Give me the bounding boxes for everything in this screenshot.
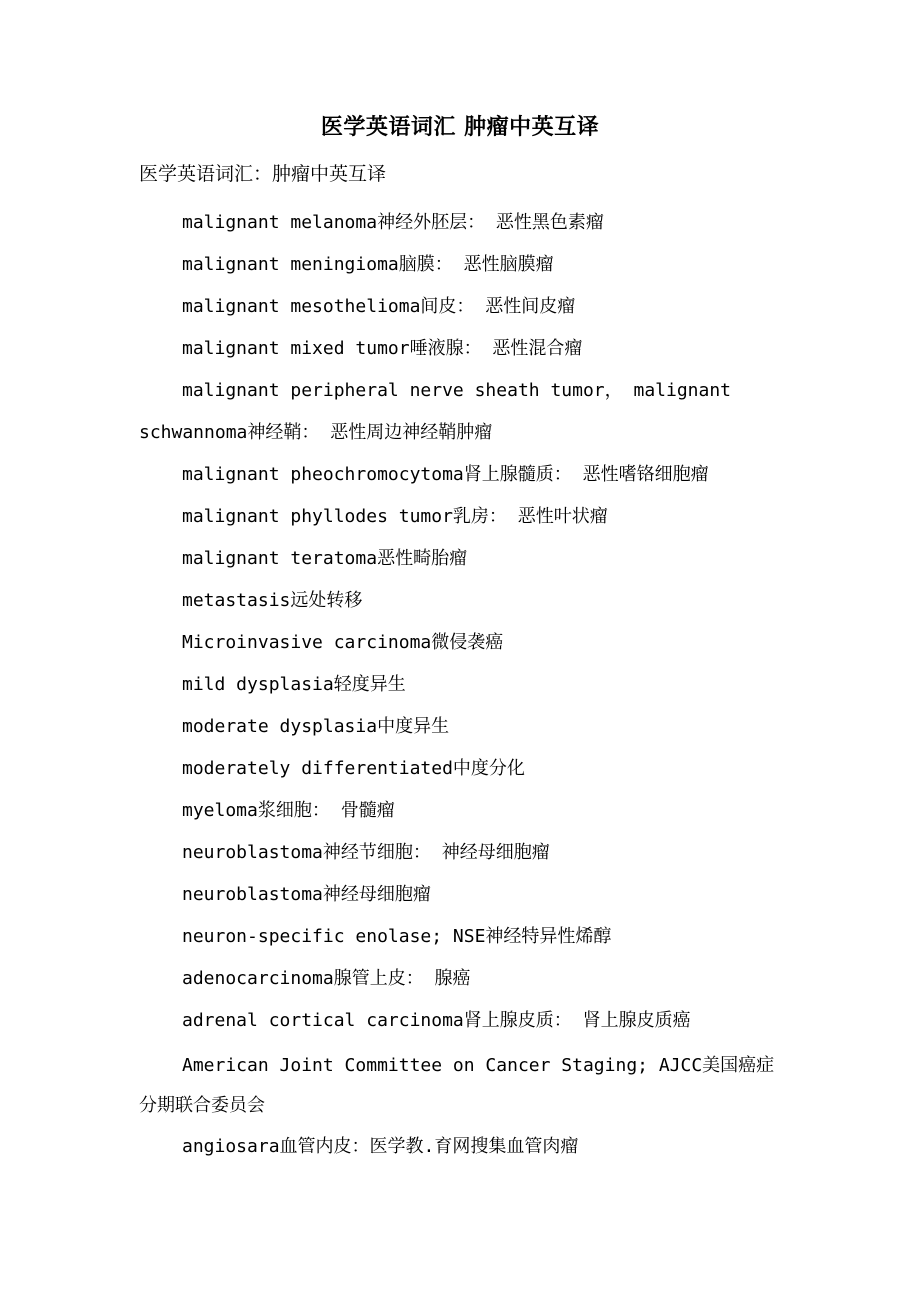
- glossary-entry-neuroblastoma: neuroblastoma神经母细胞瘤: [182, 884, 431, 905]
- glossary-entry-teratoma: malignant teratoma恶性畸胎瘤: [182, 548, 468, 569]
- glossary-entry-pheochromocytoma: malignant pheochromocytoma肾上腺髓质： 恶性嗜铬细胞瘤: [182, 464, 709, 485]
- glossary-entry-neuron-specific-enolase: neuron-specific enolase; NSE神经特异性烯醇: [182, 926, 612, 947]
- glossary-entry-mild-dysplasia: mild dysplasia轻度异生: [182, 674, 406, 695]
- glossary-entry-ajcc: American Joint Committee on Cancer Staging; AJCC美国癌症分期联合委员会: [139, 1055, 775, 1116]
- glossary-entry-adenocarcinoma: adenocarcinoma腺管上皮： 腺癌: [182, 968, 471, 989]
- glossary-entry-nerve-sheath-tumor: malignant peripheral nerve sheath tumor， malignant schwannoma神经鞘： 恶性周边神经鞘肿瘤: [139, 380, 742, 443]
- glossary-list: [139, 202, 779, 1168]
- glossary-entry-meningioma: malignant meningioma脑膜： 恶性脑膜瘤: [182, 254, 554, 275]
- glossary-entry-myeloma: myeloma浆细胞： 骨髓瘤: [182, 800, 395, 821]
- glossary-entry-mixed-tumor: malignant mixed tumor唾液腺： 恶性混合瘤: [182, 338, 583, 359]
- glossary-entry-microinvasive-carcinoma: Microinvasive carcinoma微侵袭癌: [182, 632, 504, 653]
- glossary-entry-melanoma: malignant melanoma神经外胚层： 恶性黑色素瘤: [182, 212, 604, 233]
- document-title: 医学英语词汇 肿瘤中英互译: [320, 114, 600, 140]
- document-subtitle: 医学英语词汇：肿瘤中英互译: [139, 163, 387, 185]
- glossary-entry-angiosarcoma: angiosara血管内皮：医学教.育网搜集血管肉瘤: [182, 1136, 579, 1157]
- glossary-entry-neuroblastoma-ganglion: neuroblastoma神经节细胞： 神经母细胞瘤: [182, 842, 550, 863]
- glossary-entry-moderate-dysplasia: moderate dysplasia中度异生: [182, 716, 450, 737]
- glossary-entry-metastasis: metastasis远处转移: [182, 590, 363, 611]
- glossary-entry-mesothelioma: malignant mesothelioma间皮： 恶性间皮瘤: [182, 296, 576, 317]
- glossary-entry-phyllodes-tumor: malignant phyllodes tumor乳房： 恶性叶状瘤: [182, 506, 608, 527]
- glossary-entry-adrenal-cortical-carcinoma: adrenal cortical carcinoma肾上腺皮质： 肾上腺皮质癌: [182, 1010, 691, 1031]
- glossary-entry-moderately-differentiated: moderately differentiated中度分化: [182, 758, 525, 779]
